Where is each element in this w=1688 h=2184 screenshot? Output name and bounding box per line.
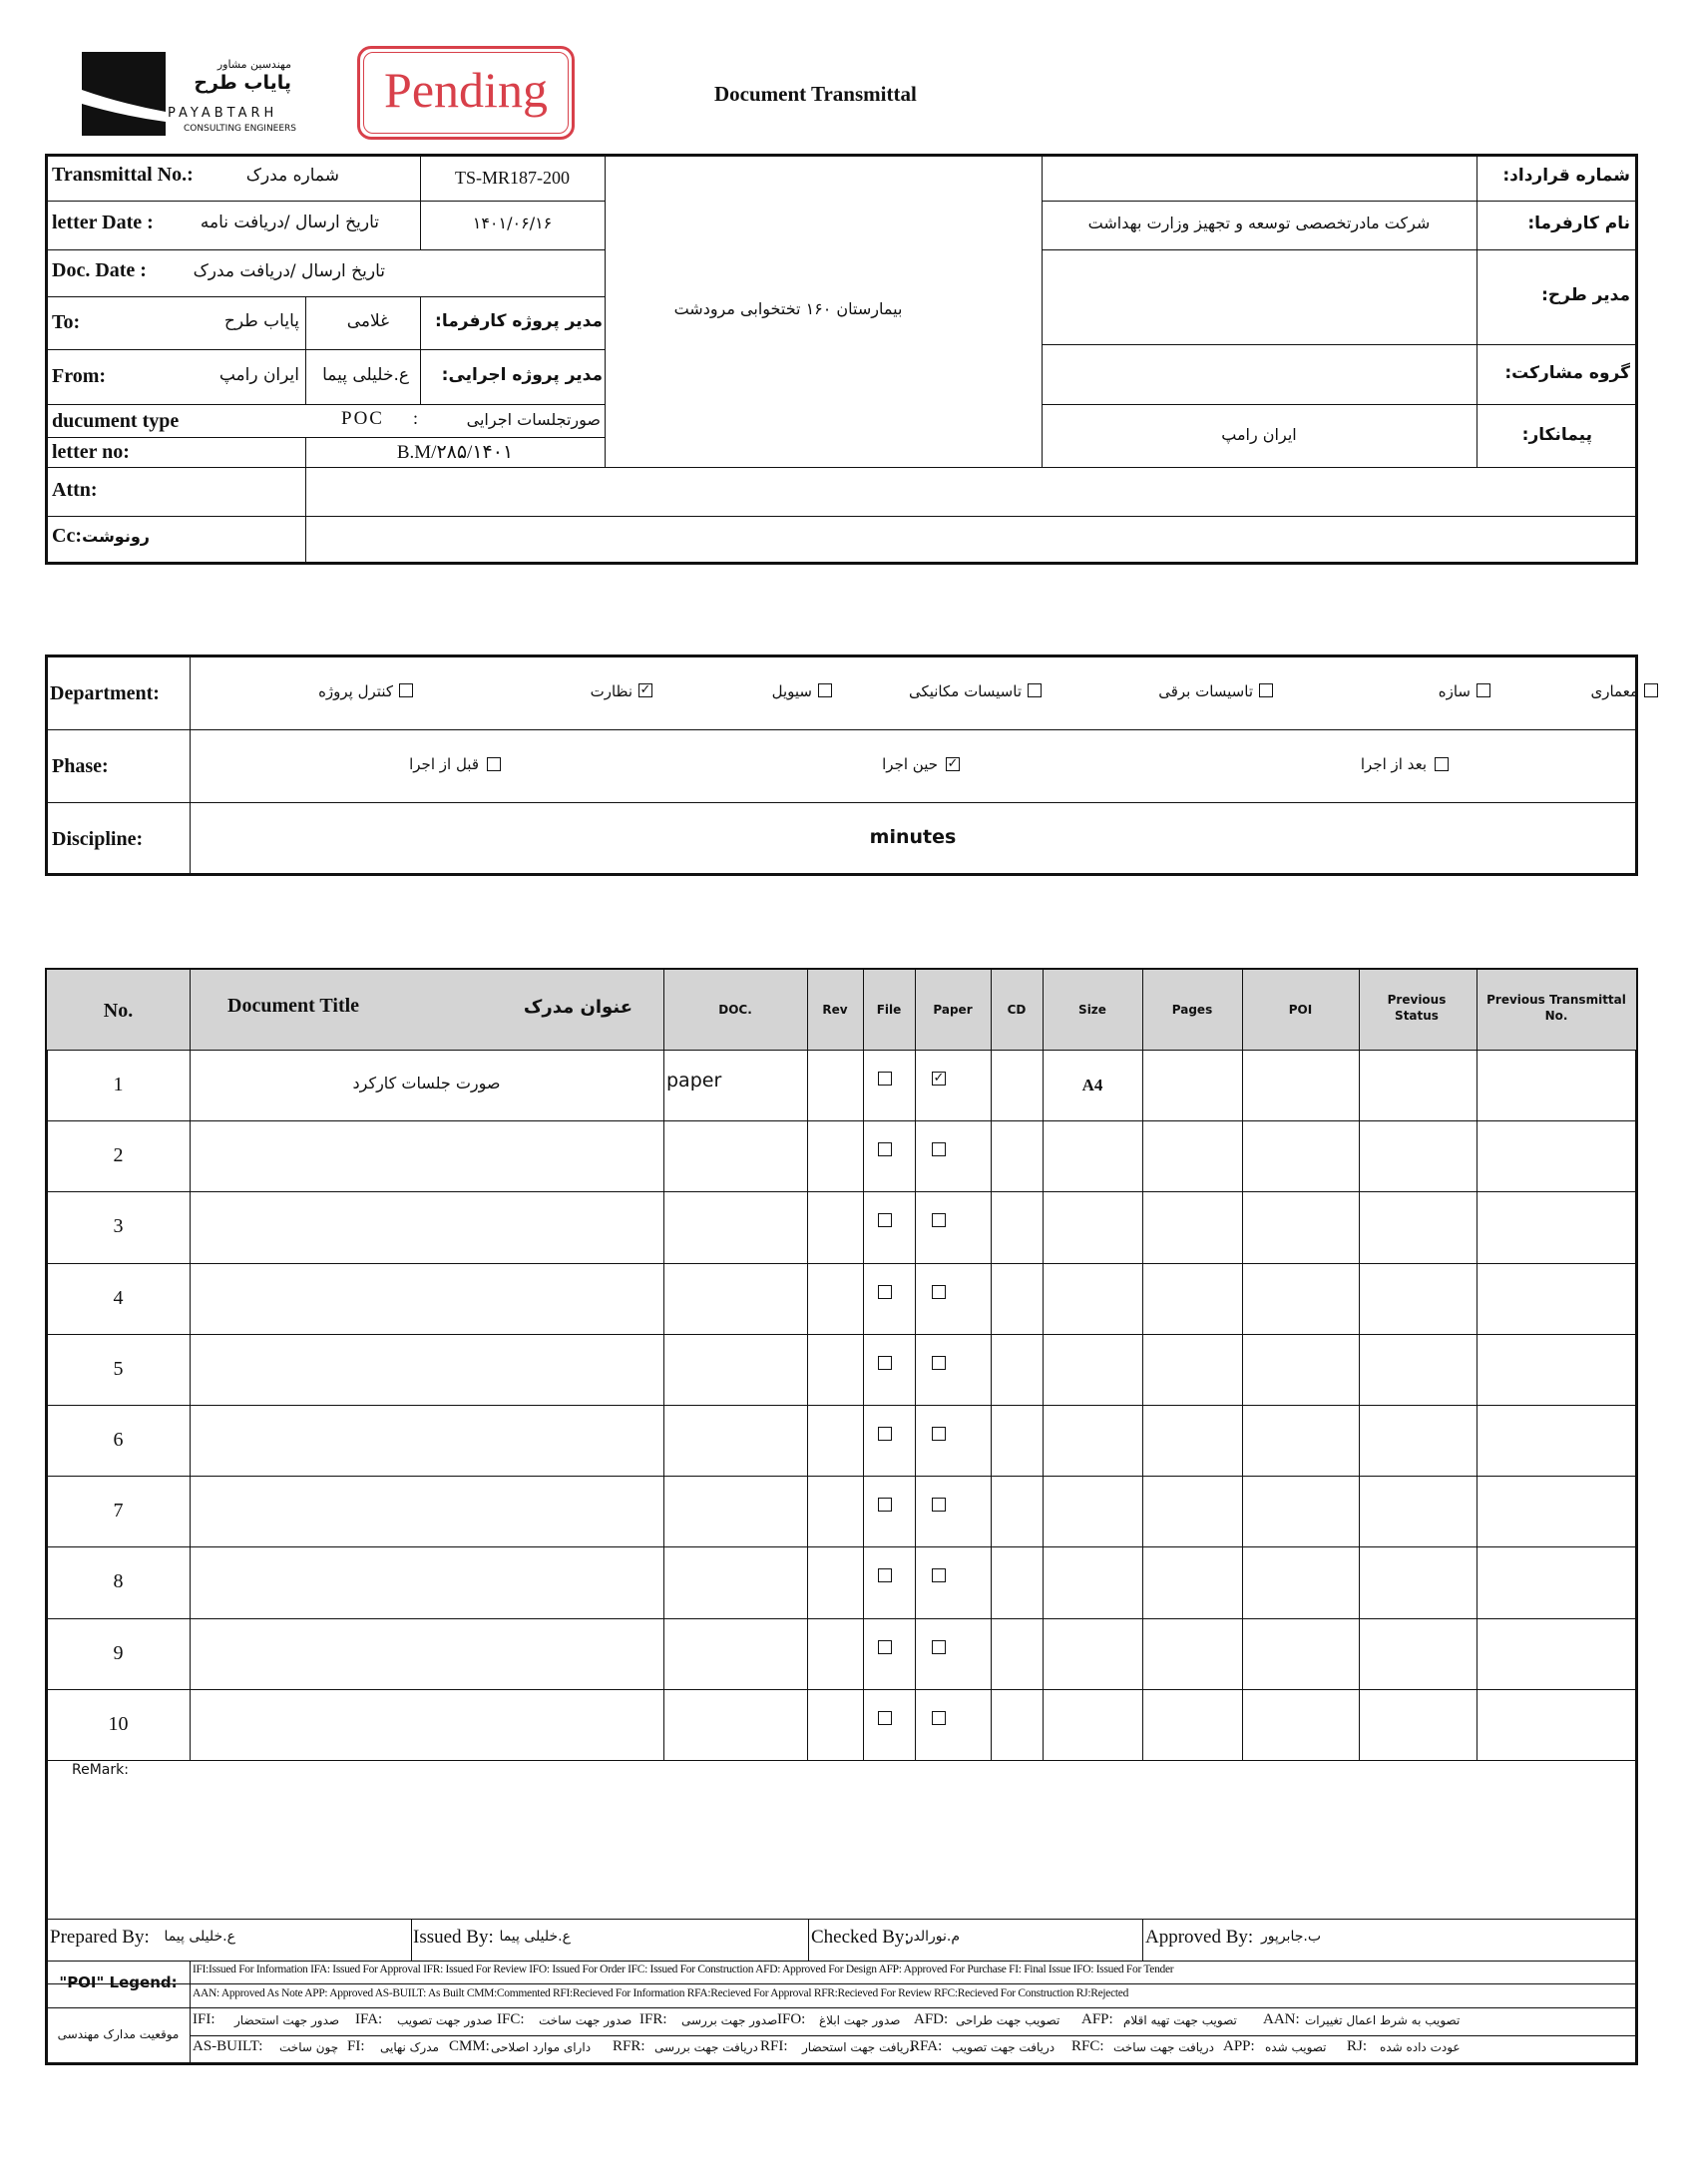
status-code: FI:: [347, 2038, 365, 2054]
prepared-by-value: ع.خلیلی پیما: [164, 1929, 235, 1945]
status-code: RFR:: [613, 2038, 645, 2054]
status-desc: تصویب جهت تهیه اقلام: [1123, 2013, 1237, 2027]
department-label: Department:: [50, 682, 160, 704]
doc-date-label: Doc. Date :: [52, 259, 147, 281]
letter-no-label: letter no:: [52, 441, 130, 463]
status-code: CMM:: [449, 2038, 490, 2054]
status-code: AAN:: [1263, 2011, 1300, 2027]
status-code: IFR:: [639, 2011, 667, 2027]
department-checkbox-2[interactable]: [1259, 683, 1273, 697]
status-code: AFD:: [914, 2011, 949, 2027]
row-file-checkbox[interactable]: [878, 1072, 892, 1086]
header-no: No.: [103, 1000, 134, 1022]
contract-label: شماره قرارداد:: [1502, 166, 1630, 186]
discipline-label: Discipline:: [52, 828, 144, 850]
status-code: IFO:: [777, 2011, 806, 2027]
to-role: مدیر پروژه کارفرما:: [435, 311, 603, 331]
department-checkbox-0[interactable]: [1644, 683, 1658, 697]
status-desc: دریافت جهت استحضار: [802, 2040, 915, 2054]
department-option-label: تاسیسات مکانیکی: [908, 682, 1022, 700]
department-option-label: تاسیسات برقی: [1158, 682, 1253, 700]
status-desc: صدور جهت ابلاغ: [819, 2013, 901, 2027]
logo-fa: پایاب طرح: [194, 72, 291, 94]
row-paper-checkbox[interactable]: [932, 1356, 946, 1370]
row-number: 5: [113, 1358, 124, 1380]
to-org: پایاب طرح: [223, 311, 299, 331]
logo-en: PAYABTARH: [168, 106, 278, 121]
header-paper: Paper: [933, 1003, 973, 1017]
row-file-checkbox[interactable]: [878, 1711, 892, 1725]
status-legend-label: موقعیت مدارک مهندسی: [57, 2027, 180, 2041]
department-checkbox-6[interactable]: [399, 683, 413, 697]
status-desc: عودت داده شده: [1380, 2040, 1461, 2054]
row-paper-checkbox[interactable]: [932, 1213, 946, 1227]
logo-fa-small: مهندسین مشاور: [216, 58, 291, 71]
document-type-label: ducument type: [52, 410, 180, 432]
row-number: 9: [113, 1642, 124, 1664]
issued-by-value: ع.خلیلی پیما: [499, 1929, 571, 1945]
prepared-by-label: Prepared By:: [50, 1927, 150, 1948]
cc-label-fa: رونوشت: [82, 527, 150, 546]
row-number: 1: [113, 1074, 124, 1095]
document-table: [45, 968, 1638, 2065]
logo-sub: CONSULTING ENGINEERS: [184, 124, 297, 134]
department-checkbox-1[interactable]: [1477, 683, 1490, 697]
status-desc: صدور جهت ساخت: [539, 2013, 633, 2027]
attn-label: Attn:: [52, 479, 98, 501]
doc-date-label-fa: تاریخ ارسال /دریافت مدرک: [193, 261, 385, 281]
status-code: RFC:: [1071, 2038, 1104, 2054]
status-desc: دریافت جهت تصویب: [952, 2040, 1055, 2054]
department-option-label: نظارت: [590, 682, 633, 700]
to-label: To:: [52, 311, 81, 333]
poi-legend-line-2: AAN: Approved As Note APP: Approved AS-BUILT: As Built CMM:Commented RFI:Recieved For Information RFA:Recieved For Approval RFR:Recieved For Review RFC:Recieved For Construction RJ:Rejected: [193, 1987, 1129, 1999]
design-manager-label: مدیر طرح:: [1541, 285, 1630, 305]
header-poi: POI: [1288, 1003, 1313, 1017]
row-number: 2: [113, 1144, 124, 1166]
status-desc: چون ساخت: [279, 2040, 339, 2054]
row-number: 10: [108, 1713, 129, 1735]
status-desc: صدور جهت بررسی: [681, 2013, 778, 2027]
phase-option-label: بعد از اجرا: [1360, 755, 1427, 773]
transmittal-no-value: TS-MR187-200: [454, 168, 570, 188]
department-option-label: کنترل پروژه: [318, 682, 393, 700]
header-doc: DOC.: [718, 1003, 752, 1017]
header-document-title: Document Title: [227, 995, 360, 1017]
contractor-label: پیمانکار:: [1521, 425, 1592, 445]
row-number: 8: [113, 1570, 124, 1592]
row-paper-checkbox[interactable]: [932, 1427, 946, 1441]
header-previous-status: Previous Status: [1387, 993, 1447, 1023]
from-label: From:: [52, 365, 107, 387]
document-type-code: POC: [341, 408, 384, 429]
department-checkbox-4[interactable]: [818, 683, 832, 697]
row-paper-checkbox[interactable]: ✓: [933, 1071, 945, 1086]
discipline-value: minutes: [869, 826, 957, 848]
header-previous-transmittal: Previous Transmittal No.: [1486, 993, 1626, 1023]
phase-label: Phase:: [52, 755, 109, 777]
row-paper-checkbox[interactable]: [932, 1498, 946, 1512]
row-number: 6: [113, 1429, 124, 1451]
checked-by-label: Checked By:: [811, 1927, 910, 1948]
header-file: File: [876, 1003, 902, 1017]
row-file-checkbox[interactable]: [878, 1285, 892, 1299]
department-option-label: معماری: [1590, 682, 1638, 700]
phase-checkbox-0[interactable]: [1435, 757, 1449, 771]
project-name: بیمارستان ۱۶۰ تختخوابی مرودشت: [673, 299, 903, 318]
transmittal-no-label-fa: شماره مدرک: [245, 166, 339, 186]
phase-option-label: قبل از اجرا: [409, 755, 479, 773]
header-size: Size: [1078, 1003, 1106, 1017]
row-doc: paper: [666, 1070, 722, 1092]
document-type-value: صورتجلسات اجرایی: [466, 410, 601, 429]
header-cd: CD: [1007, 1003, 1027, 1017]
checked-by-value: م.نورالدر: [906, 1929, 960, 1945]
row-paper-checkbox[interactable]: [932, 1640, 946, 1654]
status-desc: صدور جهت استحضار: [234, 2013, 340, 2027]
phase-checkbox-2[interactable]: [487, 757, 501, 771]
row-file-checkbox[interactable]: [878, 1142, 892, 1156]
row-file-checkbox[interactable]: [878, 1356, 892, 1370]
poi-legend-line-1: IFI:Issued For Information IFA: Issued For Approval IFR: Issued For Review IFO: Issued For Order IFC: Issued For Construction AFD: Approved For Design AFP: Approved For Purchase FI: Final Issue IFO: Issued For Tender: [193, 1964, 1174, 1975]
department-option-label: سیویل: [771, 682, 812, 700]
status-desc: صدور جهت تصویب: [397, 2013, 493, 2027]
status-desc: دریافت جهت ساخت: [1113, 2040, 1214, 2054]
row-number: 7: [113, 1500, 124, 1522]
stamp-text: Pending: [384, 62, 548, 118]
row-paper-checkbox[interactable]: [932, 1568, 946, 1582]
transmittal-no-label: Transmittal No.:: [52, 164, 194, 186]
approved-by-value: ب.جابرپور: [1260, 1929, 1321, 1945]
department-option-label: سازه: [1438, 682, 1471, 700]
status-code: AS-BUILT:: [193, 2038, 263, 2054]
status-desc: دریافت جهت بررسی: [654, 2040, 758, 2054]
header-document-title-fa: عنوان مدرک: [523, 997, 633, 1018]
row-file-checkbox[interactable]: [878, 1213, 892, 1227]
employer-label: نام کارفرما:: [1527, 214, 1630, 233]
row-file-checkbox[interactable]: [878, 1568, 892, 1582]
row-paper-checkbox[interactable]: [932, 1711, 946, 1725]
department-checkbox-5[interactable]: ✓: [639, 682, 651, 697]
header-pages: Pages: [1171, 1003, 1213, 1017]
issued-by-label: Issued By:: [413, 1927, 494, 1948]
approved-by-label: Approved By:: [1145, 1927, 1254, 1948]
letter-no-value: B.M/۲۸۵/۱۴۰۱: [396, 442, 514, 463]
status-desc: تصویب جهت طراحی: [956, 2013, 1060, 2027]
phase-checkbox-1[interactable]: ✓: [947, 756, 959, 771]
status-desc: تصویب به شرط اعمال تغییرات: [1305, 2013, 1461, 2027]
status-code: RFI:: [760, 2038, 788, 2054]
status-code: IFI:: [193, 2011, 215, 2027]
partner-group-label: گروه مشارکت:: [1504, 363, 1630, 383]
phase-option-label: حین اجرا: [882, 755, 938, 773]
employer-value: شرکت مادرتخصصی توسعه و تجهیز وزارت بهداشت: [1087, 214, 1431, 232]
letter-date-label: letter Date :: [52, 212, 154, 233]
header-rev: Rev: [822, 1003, 848, 1017]
row-paper-checkbox[interactable]: [932, 1285, 946, 1299]
row-document-title: صورت جلسات کارکرد: [352, 1074, 501, 1092]
status-desc: تصویب شده: [1265, 2040, 1327, 2054]
pending-stamp: [357, 46, 575, 140]
row-file-checkbox[interactable]: [878, 1427, 892, 1441]
from-role: مدیر پروژه اجرایی:: [441, 365, 603, 385]
logo-mark-icon: [82, 52, 166, 136]
document-type-sep: :: [413, 408, 419, 428]
document-title: Document Transmittal: [714, 82, 917, 106]
status-code: RFA:: [910, 2038, 943, 2054]
status-desc: دارای موارد اصلاحی: [491, 2040, 592, 2054]
row-paper-checkbox[interactable]: [932, 1142, 946, 1156]
from-person: ع.خلیلی پیما: [322, 365, 409, 385]
status-code: APP:: [1223, 2038, 1255, 2054]
company-logo: [82, 52, 166, 136]
letter-date-value: ۱۴۰۱/۰۶/۱۶: [472, 214, 553, 232]
to-person: غلامی: [346, 311, 389, 331]
poi-legend-label: "POI" Legend:: [59, 1973, 178, 1991]
status-code: IFC:: [497, 2011, 525, 2027]
status-code: IFA:: [355, 2011, 383, 2027]
remark-label: ReMark:: [72, 1762, 129, 1778]
status-code: AFP:: [1081, 2011, 1113, 2027]
row-file-checkbox[interactable]: [878, 1640, 892, 1654]
row-size: A4: [1081, 1076, 1103, 1094]
row-number: 4: [113, 1287, 124, 1309]
from-org: ایران رامپ: [218, 365, 299, 385]
row-file-checkbox[interactable]: [878, 1498, 892, 1512]
department-checkbox-3[interactable]: [1028, 683, 1042, 697]
row-number: 3: [113, 1215, 124, 1237]
status-code: RJ:: [1347, 2038, 1368, 2054]
status-desc: مدرک نهایی: [380, 2040, 439, 2054]
cc-label: Cc:: [52, 525, 82, 547]
letter-date-label-fa: تاریخ ارسال /دریافت نامه: [200, 213, 379, 232]
contractor-value: ایران رامپ: [1221, 425, 1297, 444]
